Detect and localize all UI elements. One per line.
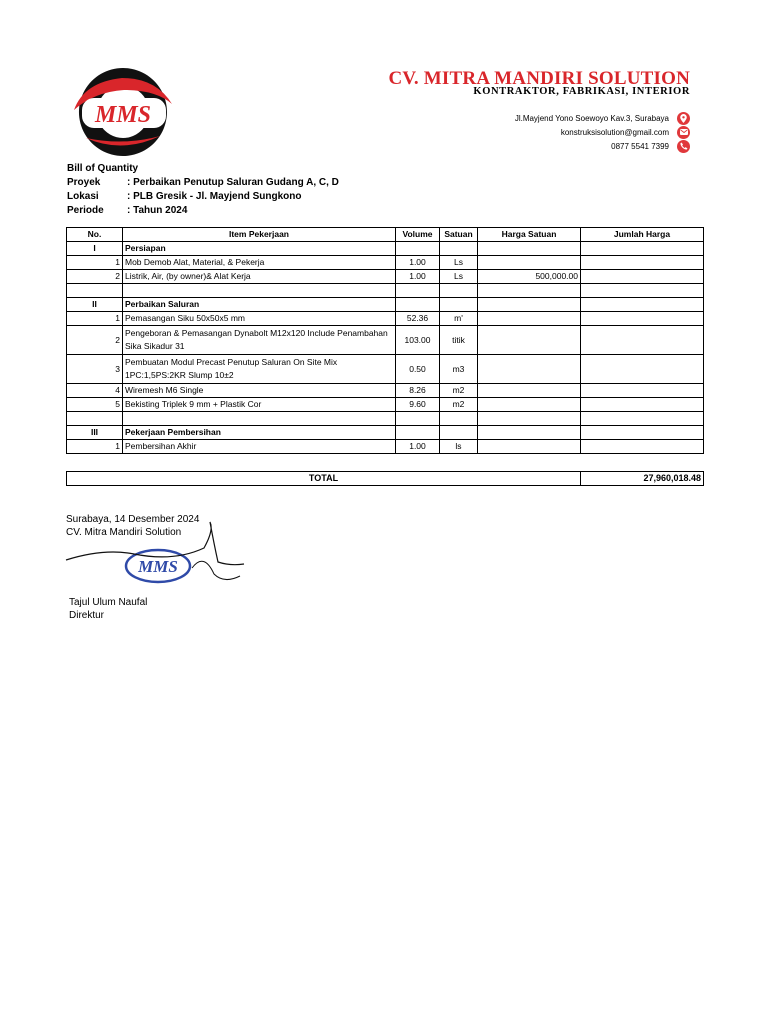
spacer-row	[67, 412, 704, 426]
item-no: 1	[67, 256, 123, 270]
item-no: 1	[67, 312, 123, 326]
item-volume: 1.00	[396, 270, 440, 284]
item-amount	[581, 256, 704, 270]
item-price: 500,000.00	[478, 270, 581, 284]
section-no: III	[67, 426, 123, 440]
field-key: Periode	[67, 205, 104, 216]
item-volume: 1.00	[396, 256, 440, 270]
contact-phone-row	[611, 139, 690, 153]
item-amount	[581, 312, 704, 326]
item-name: Mob Demob Alat, Material, & Pekerja	[123, 256, 396, 270]
section-no: I	[67, 242, 123, 256]
item-amount	[581, 270, 704, 284]
period-field	[67, 204, 339, 218]
item-unit: m2	[440, 398, 478, 412]
item-no: 2	[67, 326, 123, 355]
address-text: Jl.Mayjend Yono Soewoyo Kav.3, Surabaya	[514, 113, 669, 123]
boq-table	[66, 227, 704, 454]
spacer-row	[67, 284, 704, 298]
item-unit: Ls	[440, 270, 478, 284]
item-name: Pembuatan Modul Precast Penutup Saluran On Site Mix 1PC:1,5PS:2KR Slump 10±2	[123, 355, 396, 384]
item-amount	[581, 326, 704, 355]
document-header	[67, 162, 339, 218]
field-value: : Perbaikan Penutup Saluran Gudang A, C, D	[127, 177, 339, 188]
stamp-text: MMS	[138, 557, 178, 576]
item-name: Wiremesh M6 Single	[123, 384, 396, 398]
table-header-row	[67, 228, 704, 242]
signer-position: Direktur	[69, 610, 105, 621]
item-price	[478, 256, 581, 270]
item-price	[478, 398, 581, 412]
signature-stamp	[64, 518, 246, 598]
item-volume: 52.36	[396, 312, 440, 326]
total-value: 27,960,018.48	[581, 472, 704, 486]
item-volume: 1.00	[396, 440, 440, 454]
mail-icon	[677, 126, 690, 139]
item-price	[478, 384, 581, 398]
company-name: CV. MITRA MANDIRI SOLUTION	[388, 68, 690, 89]
total-row	[67, 472, 704, 486]
logo-text: MMS	[94, 102, 152, 128]
item-volume: 103.00	[396, 326, 440, 355]
company-logo	[64, 64, 182, 160]
table-row	[67, 440, 704, 454]
item-no: 1	[67, 440, 123, 454]
section-row	[67, 298, 704, 312]
signoff-company: CV. Mitra Mandiri Solution	[66, 527, 182, 538]
item-name: Bekisting Triplek 9 mm + Plastik Cor	[123, 398, 396, 412]
item-amount	[581, 384, 704, 398]
company-tagline: KONTRAKTOR, FABRIKASI, INTERIOR	[473, 86, 690, 97]
total-label: TOTAL	[67, 472, 581, 486]
section-no: II	[67, 298, 123, 312]
table-row	[67, 326, 704, 355]
location-field	[67, 190, 339, 204]
col-header-unit-price: Harga Satuan	[478, 228, 581, 242]
item-unit: titik	[440, 326, 478, 355]
item-price	[478, 326, 581, 355]
item-price	[478, 440, 581, 454]
section-title: Perbaikan Saluran	[123, 298, 396, 312]
field-key: Lokasi	[67, 191, 99, 202]
item-unit: m3	[440, 355, 478, 384]
phone-text: 0877 5541 7399	[611, 141, 669, 151]
item-unit: m'	[440, 312, 478, 326]
email-text: konstruksisolution@gmail.com	[560, 127, 669, 137]
col-header-no: No.	[67, 228, 123, 242]
section-title: Pekerjaan Pembersihan	[123, 426, 396, 440]
item-price	[478, 312, 581, 326]
item-unit: ls	[440, 440, 478, 454]
item-amount	[581, 355, 704, 384]
col-header-amount: Jumlah Harga	[581, 228, 704, 242]
item-amount	[581, 398, 704, 412]
contact-email-row	[561, 125, 690, 139]
item-unit: Ls	[440, 256, 478, 270]
field-key: Proyek	[67, 177, 101, 188]
table-row	[67, 270, 704, 284]
total-table	[66, 471, 704, 486]
contact-address-row	[515, 111, 690, 125]
item-price	[478, 355, 581, 384]
item-no: 4	[67, 384, 123, 398]
place-date: Surabaya, 14 Desember 2024	[66, 514, 200, 525]
document-title: Bill of Quantity	[67, 163, 139, 174]
table-row	[67, 312, 704, 326]
item-volume: 8.26	[396, 384, 440, 398]
item-volume: 9.60	[396, 398, 440, 412]
phone-icon	[677, 140, 690, 153]
col-header-unit: Satuan	[440, 228, 478, 242]
table-row	[67, 256, 704, 270]
item-name: Pengeboran & Pemasangan Dynabolt M12x120 Include Penambahan Sika Sikadur 31	[123, 326, 396, 355]
item-name: Listrik, Air, (by owner)& Alat Kerja	[123, 270, 396, 284]
item-no: 3	[67, 355, 123, 384]
location-pin-icon	[677, 112, 690, 125]
item-no: 2	[67, 270, 123, 284]
project-field	[67, 176, 339, 190]
col-header-volume: Volume	[396, 228, 440, 242]
item-name: Pemasangan Siku 50x50x5 mm	[123, 312, 396, 326]
signer-block	[69, 596, 147, 622]
item-amount	[581, 440, 704, 454]
table-row	[67, 384, 704, 398]
field-value: : PLB Gresik - Jl. Mayjend Sungkono	[127, 191, 302, 202]
item-unit: m2	[440, 384, 478, 398]
section-row	[67, 242, 704, 256]
field-value: : Tahun 2024	[127, 205, 188, 216]
table-row	[67, 398, 704, 412]
item-no: 5	[67, 398, 123, 412]
section-title: Persiapan	[123, 242, 396, 256]
item-volume: 0.50	[396, 355, 440, 384]
col-header-item: Item Pekerjaan	[123, 228, 396, 242]
item-name: Pembersihan Akhir	[123, 440, 396, 454]
table-row	[67, 355, 704, 384]
section-row	[67, 426, 704, 440]
signer-name: Tajul Ulum Naufal	[69, 597, 148, 608]
